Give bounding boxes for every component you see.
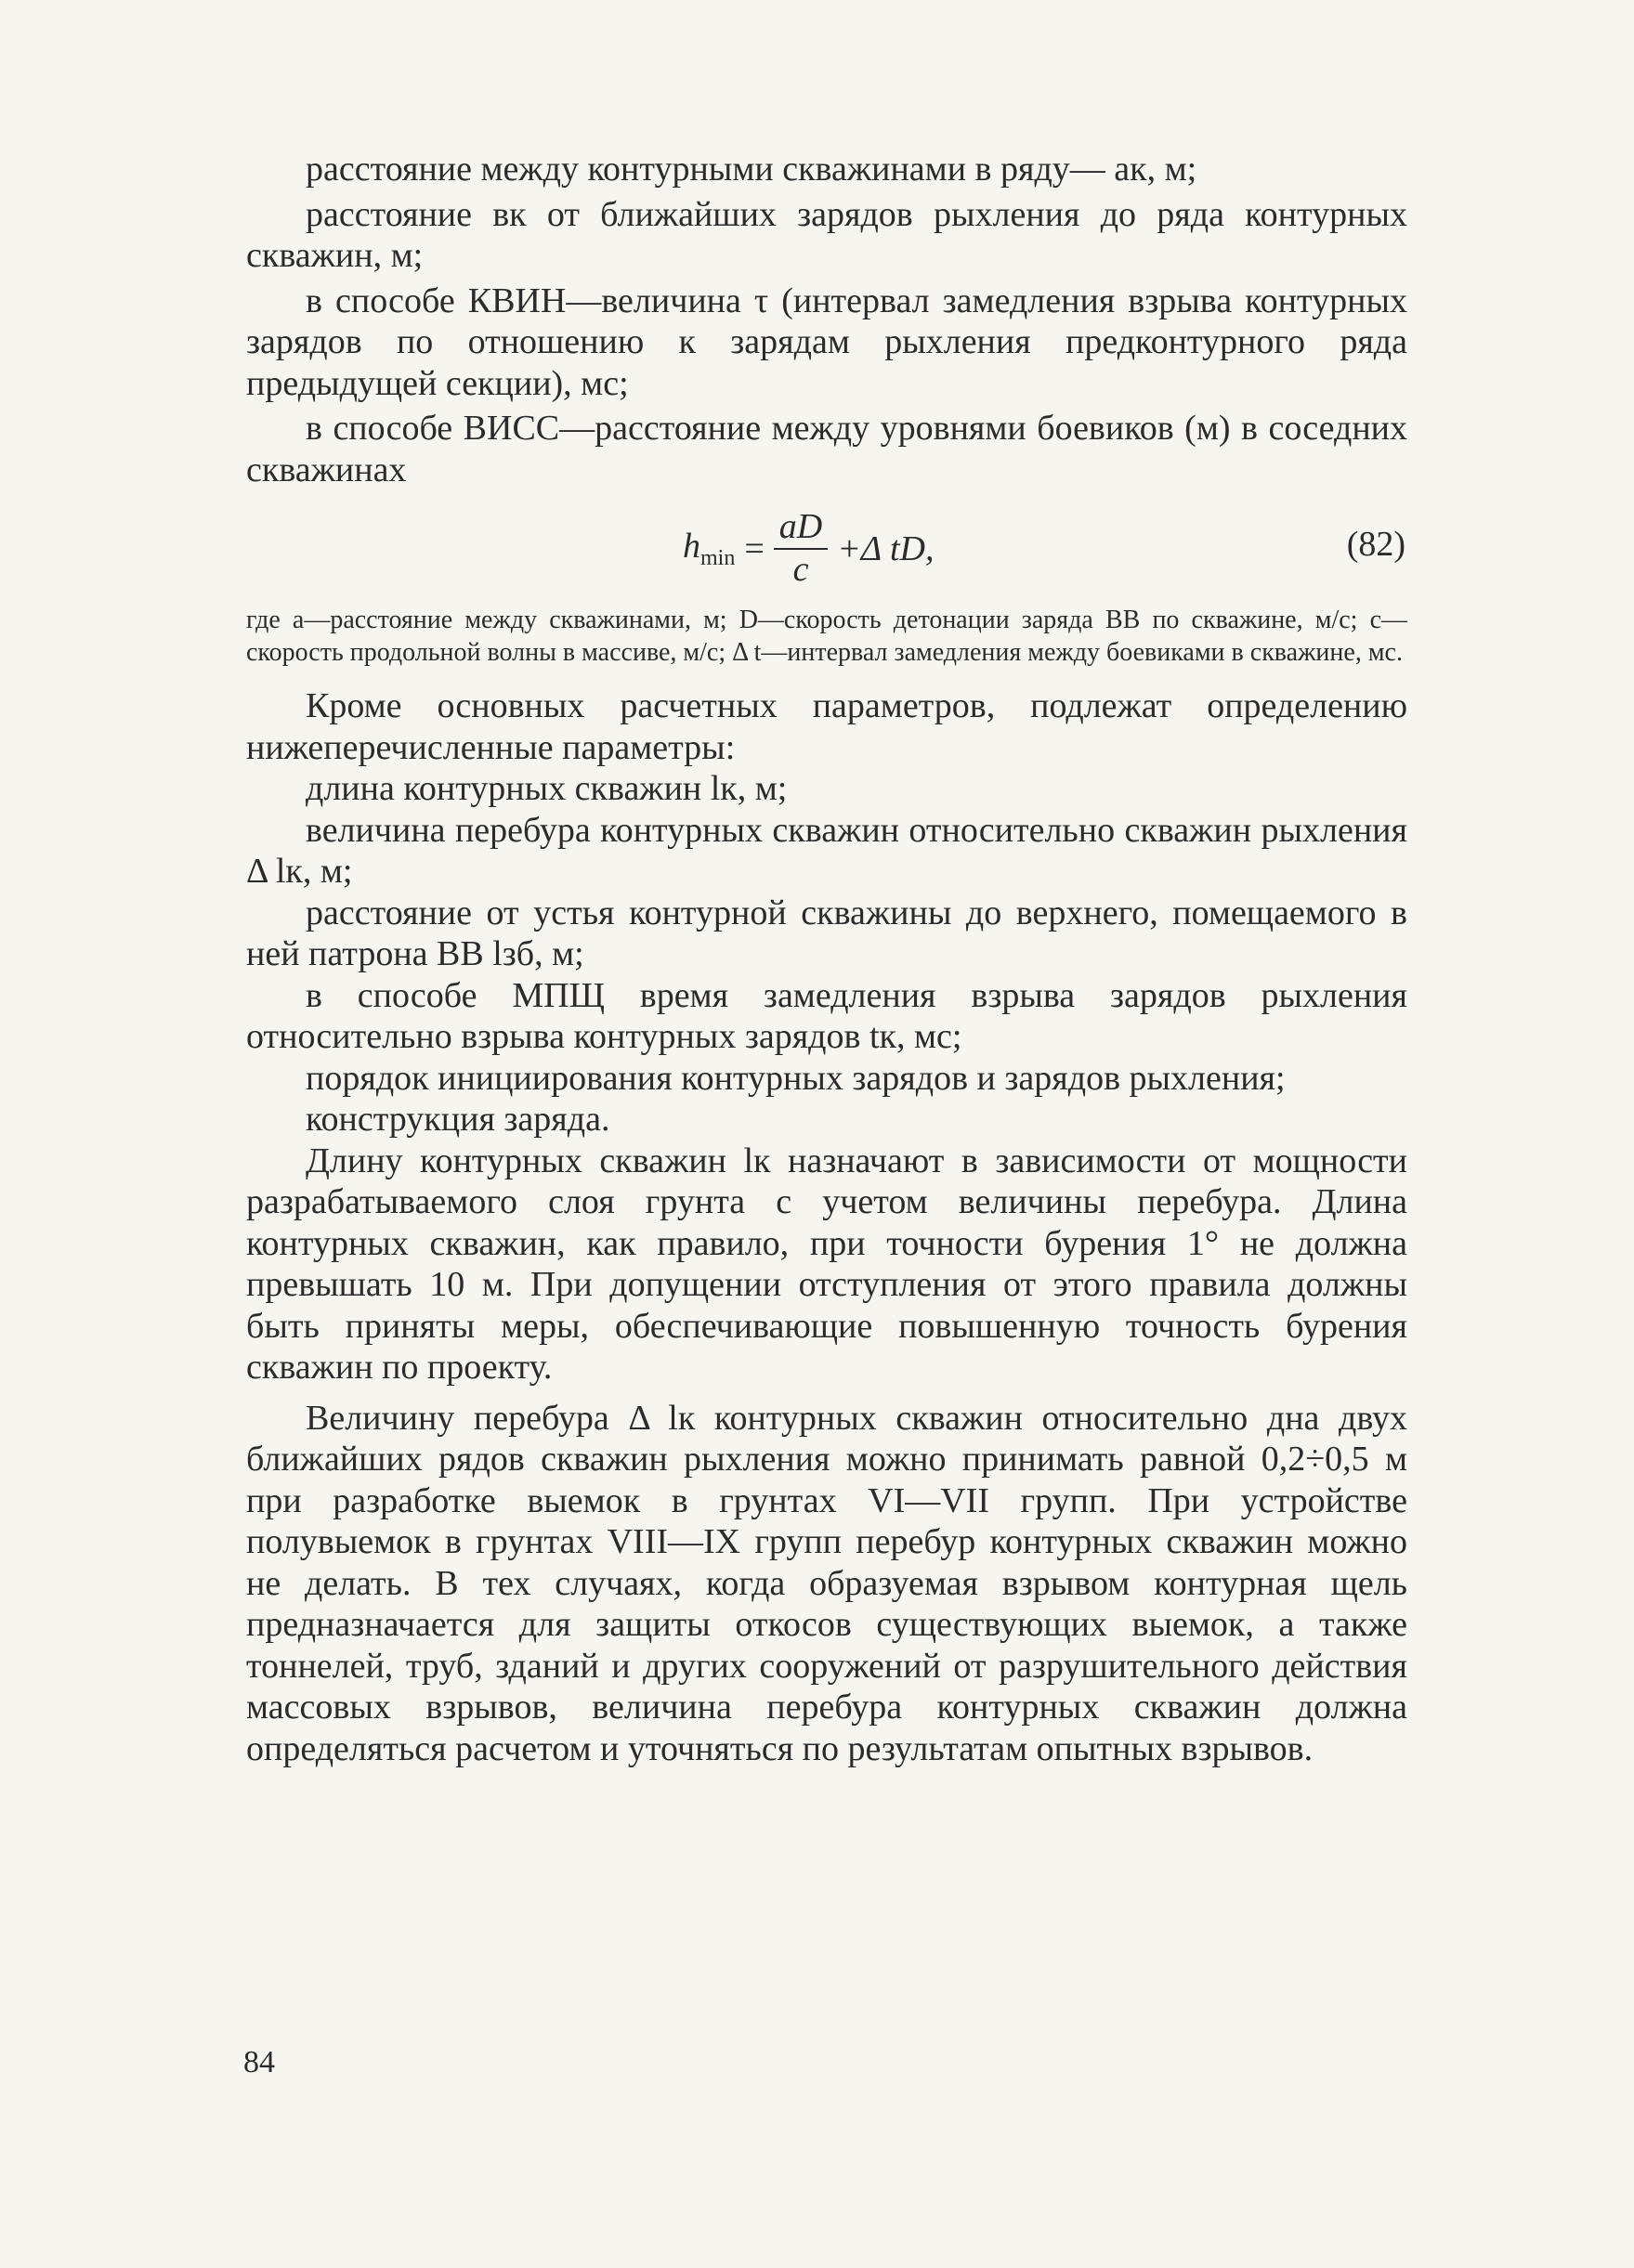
formula-lhs: $h_{min}$ [683,527,736,571]
list-item-collar-distance: расстояние от устья контурной скважины до верхнего, помещаемого в ней патрона ВВ lзб, м; [246,893,1407,973]
formula-82 [246,496,1407,598]
list-item-contour-length: длина контурных скважин lк, м; [306,769,788,808]
paragraph-additional-params: Кроме основных расчетных параметров, подлежат определению нижеперечисленные параметры: [246,686,1407,767]
list-item-charge-design: конструкция заряда. [306,1100,610,1139]
page-number: 84 [243,2045,275,2079]
paragraph-loosening-distance: расстояние вк от ближайших зарядов рыхления до ряда контурных скважин, м; [246,194,1407,275]
formula-rest: +Δ tD, [837,528,935,568]
paragraph-contour-length: Длину контурных скважин lк назначают в зависимости от мощности разрабатываемого слоя грунта с учетом величины перебура. Длина контурных скважин, как правило, при точности бурения 1° не должна превышать 10 м. При допущении отступления от этого правила должны быть приняты меры, обеспечивающие повышенную точность бурения скважин по проекту. [246,1141,1407,1387]
list-item-initiation-order: порядок инициирования контурных зарядов и зарядов рыхления; [306,1058,1286,1098]
list-item-mpshch-delay: в способе МПЩ время замедления взрыва зарядов рыхления относительно взрыва контурных зарядов tк, мс; [246,975,1407,1056]
formula-fraction [774,509,828,589]
formula-equals: = [744,528,765,568]
page-content [246,149,1407,1769]
formula-expression [683,509,935,589]
paragraph-viss-method: в способе ВИСС—расстояние между уровнями боевиков (м) в соседних скважинах [246,409,1407,489]
formula-numerator: aD [774,509,828,550]
formula-denominator: c [792,549,809,589]
equation-number: (82) [1346,525,1405,564]
paragraph-contour-spacing: расстояние между контурными скважинами в ряду— aк, м; [306,150,1197,189]
list-item-overdrill: величина перебура контурных скважин относительно скважин рыхления Δ lк, м; [246,810,1407,891]
paragraph-kvin-method: в способе КВИН—величина τ (интервал замедления взрыва контурных зарядов по отношению к зарядам рыхления предконтурного ряда предыдущей секции), мс; [246,280,1407,403]
formula-note: где a—расстояние между скважинами, м; D—скорость детонации заряда ВВ по скважине, м/с; c—скорость продольной волны в массиве, м/с; Δ t—интервал замедления между боевиками в скважине, мс. [246,606,1407,667]
paragraph-overdrill-value: Величину перебура Δ lк контурных скважин относительно дна двух ближайших рядов скважин рыхления можно принимать равной 0,2÷0,5 м при разработке выемок в грунтах VI—VII групп. При устройстве полувыемок в грунтах VIII—IX групп перебур контурных скважин можно не делать. В тех случаях, когда образуемая взрывом контурная щель предназначается для защиты откосов существующих выемок, а также тоннелей, труб, зданий и других сооружений от разрушительного действия массовых взрывов, величина перебура контурных скважин должна определяться расчетом и уточняться по результатам опытных взрывов. [246,1398,1407,1768]
